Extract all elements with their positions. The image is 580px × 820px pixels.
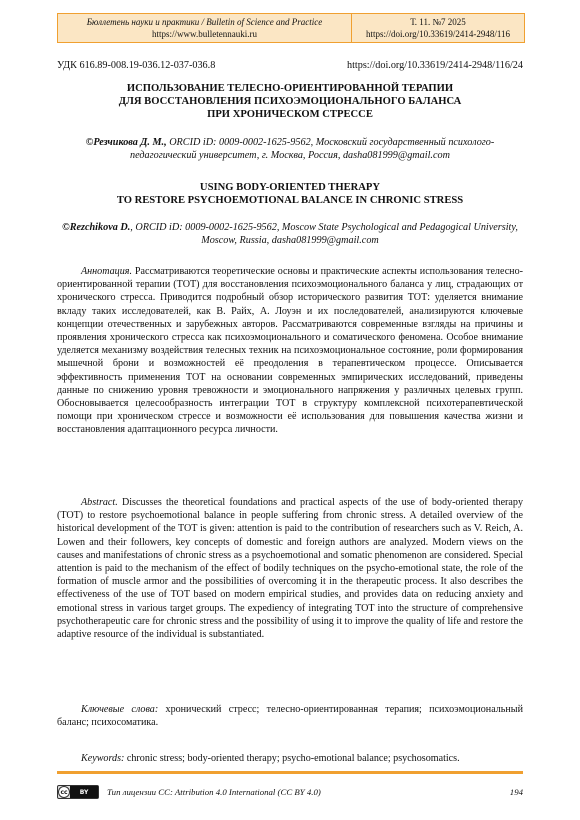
header-journal-cell bbox=[58, 14, 352, 42]
by-icon: BY bbox=[70, 786, 98, 798]
ru-abstract bbox=[57, 265, 523, 437]
footer-divider bbox=[57, 771, 523, 774]
en-title-line: TO RESTORE PSYCHOEMOTIONAL BALANCE IN CHRONIC STRESS bbox=[116, 195, 464, 206]
cc-by-license-icon[interactable] bbox=[57, 785, 99, 799]
en-keywords-text: chronic stress; body-oriented therapy; psycho-emotional balance; psychosomatics. bbox=[124, 753, 460, 764]
ru-keywords-label: Ключевые слова: bbox=[81, 704, 159, 715]
journal-url[interactable]: https://www.bulletennauki.ru bbox=[152, 29, 257, 39]
ru-keywords bbox=[57, 703, 523, 729]
ru-author-name: ©Резчикова Д. М., bbox=[85, 137, 167, 148]
journal-doi-url[interactable]: https://doi.org/10.33619/2414-2948/116 bbox=[365, 29, 510, 39]
volume-issue: Т. 11. №7 2025 bbox=[410, 17, 466, 27]
license-text: Тип лицензии CC: Attribution 4.0 International (CC BY 4.0) bbox=[107, 787, 321, 797]
udk-doi-line bbox=[57, 60, 523, 71]
ru-abstract-label: Аннотация. bbox=[81, 266, 132, 277]
en-abstract-text: Discusses the theoretical foundations and practical aspects of the use of body-oriented therapy (TOT) to restore psychoemotional balance in people suffering from chronic stress. A detailed overview of the historical development of the TOT is given: attention is paid to the contribution of researchers such as V. Reich, A. Lowen and their followers, key concepts of domestic and foreign authors are analyzed. Modern views on the causes and manifestations of chronic stress as a psychoemotional and somatic phenomenon are considered. Special attention is paid to the mechanism of the effect of bodily techniques on the psycho-emotional state, the role of the formation of muscle armor and the possibilities of overcoming it in the therapeutic process. It also describes the effectiveness of the use of TOT based on modern empirical studies, and provides data on reducing anxiety and emotional stress in various target groups. The expediency of integrating TOT into the structure of comprehensive psychotherapeutic care for chronic stress and the possibility of using it to improve the quality of life and restore the adaptive resource of the individual is substantiated. bbox=[57, 497, 523, 641]
ru-keywords-text: хронический стресс; телесно-ориентированная терапия; психоэмоциональный баланс; психосоматика. bbox=[57, 704, 523, 729]
page-footer bbox=[57, 785, 523, 799]
en-author-details: , ORCID iD: 0009-0002-1625-9562, Moscow State Psychological and Pedagogical University, Moscow, Russia, dasha081999@gmail.com bbox=[130, 222, 518, 246]
journal-name: Бюллетень науки и практики / Bulletin of Science and Practice bbox=[86, 17, 323, 27]
en-author-info bbox=[57, 221, 523, 247]
en-abstract bbox=[57, 496, 523, 641]
en-author-name: ©Rezchikova D. bbox=[62, 222, 131, 233]
ru-title-line: ДЛЯ ВОССТАНОВЛЕНИЯ ПСИХОЭМОЦИОНАЛЬНОГО БАЛАНСА bbox=[118, 96, 462, 107]
ru-author-details: ORCID iD: 0009-0002-1625-9562, Московский государственный психолого-педагогический университет, г. Москва, Россия, dasha081999@gmail.com bbox=[130, 137, 495, 161]
ru-author-info bbox=[57, 136, 523, 162]
cc-icon: cc bbox=[58, 786, 70, 798]
en-abstract-label: Abstract. bbox=[81, 497, 118, 508]
ru-title bbox=[57, 82, 523, 121]
en-title-line: USING BODY-ORIENTED THERAPY bbox=[199, 182, 381, 193]
en-keywords-label: Keywords: bbox=[81, 753, 125, 764]
en-keywords bbox=[57, 752, 523, 765]
page-number: 194 bbox=[509, 787, 523, 797]
ru-title-line: ИСПОЛЬЗОВАНИЕ ТЕЛЕСНО-ОРИЕНТИРОВАННОЙ ТЕРАПИИ bbox=[126, 83, 454, 94]
en-title bbox=[57, 181, 523, 207]
header-issue-cell bbox=[352, 14, 524, 42]
ru-abstract-text: Рассматриваются теоретические основы и практические аспекты использования телесно-ориентированной терапии (ТОТ) для восстановления психоэмоционального баланса у лиц, страдающих от хронического стресса. Приводится подробный обзор исторического развития ТОТ: уделяется внимание вкладу таких исследователей, как В. Райх, А. Лоуэн и их последователей, анализируются ключевые концепции отечественных и зарубежных авторов. Рассматриваются современные взгляды на причины и проявления хронического стресса как психоэмоционального и соматического феномена. Особое внимание уделяется механизму воздействия телесных техник на психоэмоциональное состояние, роли формирования мышечной брони и возможностей её преодоления в терапевтическом процессе. Описывается эффективность применения ТОТ на основании современных эмпирических исследований, приведены данные по снижению уровня тревожности и эмоционального напряжения у различных целевых групп. Обосновывается целесообразность интеграции ТОТ в структуру комплексной психотерапевтической помощи при хроническом стрессе и возможности её использования для повышения качества жизни и восстановления адаптационного ресурса личности. bbox=[57, 266, 523, 436]
udk-code: УДК 616.89-008.19-036.12-037-036.8 bbox=[57, 60, 216, 71]
article-doi[interactable]: https://doi.org/10.33619/2414-2948/116/24 bbox=[346, 60, 523, 71]
ru-title-line: ПРИ ХРОНИЧЕСКОМ СТРЕССЕ bbox=[207, 109, 373, 120]
journal-header bbox=[57, 13, 525, 43]
